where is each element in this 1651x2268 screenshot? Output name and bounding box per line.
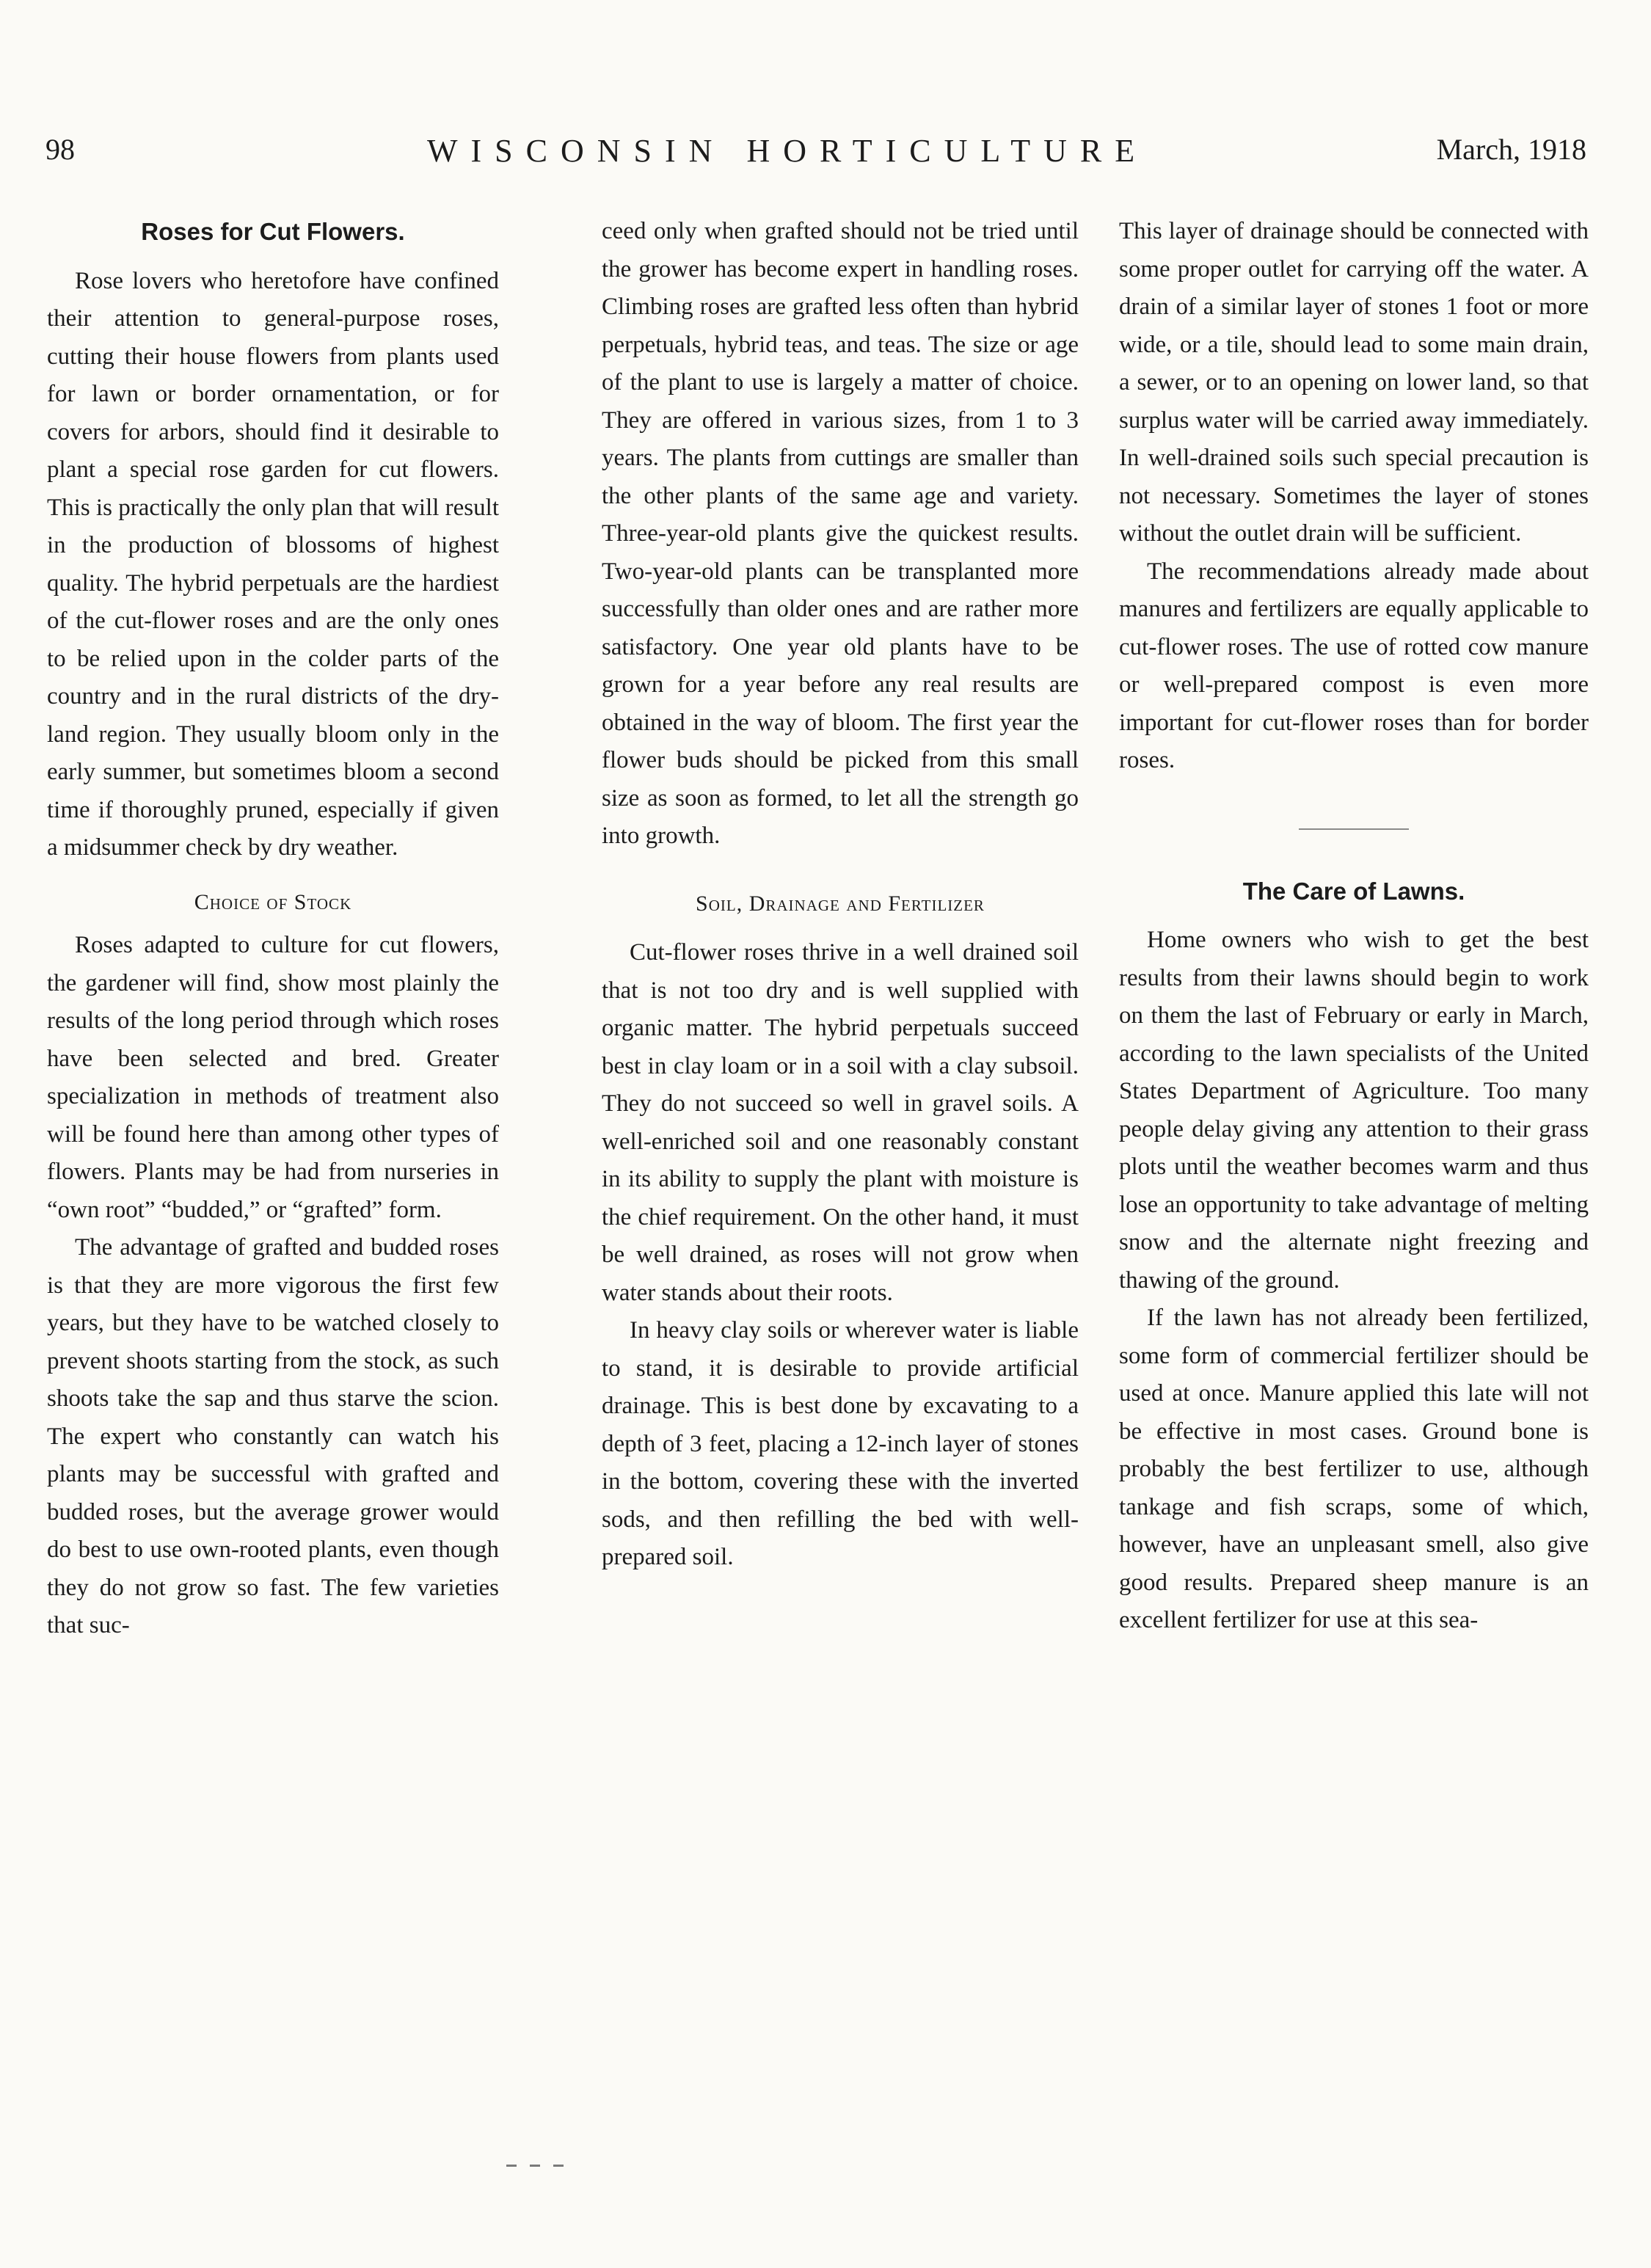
article-title-lawns: The Care of Lawns.: [1242, 877, 1465, 905]
lawns-paragraph-1: Home owners who wish to get the best results from their lawns should begin to work on them the last of February or early in March, according to the lawn specialists of the United States Department of Agriculture. Too many people delay giving any attention to their grass plots until the weather becomes warm and thus lose an opportunity to take advantage of melting snow and the alternate night freezing and thawing of the ground.: [1119, 927, 1589, 1294]
section-divider: [1299, 828, 1409, 830]
stock-paragraph-1: Roses adapted to culture for cut flowers, the gardener will find, show most plainly the results of the long period through which roses have been selected and bred. Greater specialization in methods of treatment also will be found here than among other types of flowers. Plants may be had from nurseries in “own root” “budded,” or “grafted” form.: [47, 932, 499, 1223]
soil-paragraph-1: Cut-flower roses thrive in a well drained soil that is not too dry and is well supplied with organic matter. The hybrid perpetuals succeed best in clay loam or in a soil with a clay subsoil. They do not succeed so well in gravel soils. A well-enriched soil and one reasonably constant in its ability to supply the plant with moisture is the chief requirement. On the other hand, it must be well drained, as roses will not grow when water stands about their roots.: [602, 939, 1079, 1306]
subheading-choice-of-stock: Choice of Stock: [194, 889, 352, 914]
article-title-roses: Roses for Cut Flowers.: [141, 218, 405, 245]
column-3: [1119, 213, 1589, 1640]
page-number: 98: [45, 133, 75, 166]
subheading-soil-drainage: Soil, Drainage and Fertilizer: [696, 891, 985, 916]
column-2: [602, 213, 1079, 1577]
column-1: [47, 213, 499, 1645]
issue-date: March, 1918: [1436, 133, 1586, 166]
roses-intro-paragraph: Rose lovers who heretofore have confined their attention to general-purpose roses, cutting their house flowers from plants used for lawn or border ornamentation, or for covers for arbors, should find it desirable to plant a special rose garden for cut flowers. This is practically the only plan that will result in the production of blossoms of highest quality. The hybrid perpetuals are the hardiest of the cut-flower roses and are the only ones to be relied upon in the colder parts of the country and in the rural districts of the dry-land region. They usually bloom only in the early summer, but sometimes bloom a second time if thoroughly pruned, especially if given a midsummer check by dry weather.: [47, 267, 499, 861]
lawns-paragraph-2: If the lawn has not already been fertilized, some form of commercial fertilizer should be used at once. Manure applied this late will not be effective in most cases. Ground bone is probably the best fertilizer to use, although tankage and fish scraps, some of which, however, have an unpleasant smell, also give good results. Prepared sheep manure is an excellent fertilizer for use at this sea-: [1119, 1305, 1589, 1633]
soil-paragraph-3: The recommendations already made about manures and fertilizers are equally applicable to cut-flower roses. The use of rotted cow manure or well-prepared compost is even more important for cut-flower roses than for border roses.: [1119, 558, 1589, 773]
journal-title: WISCONSIN HORTICULTURE: [427, 133, 1148, 169]
soil-paragraph-2-continued: This layer of drainage should be connected with some proper outlet for carrying off the water. A drain of a similar layer of stones 1 foot or more wide, or a tile, should lead to some main drain, a sewer, or to an opening on lower land, so that surplus water will be carried away immediately. In well-drained soils such special precaution is not necessary. Sometimes the layer of stones without the outlet drain will be sufficient.: [1119, 218, 1589, 547]
page-header: [45, 132, 1586, 179]
print-specks: [506, 2157, 587, 2162]
stock-paragraph-2-continued: ceed only when grafted should not be tried until the grower has become expert in handling roses. Climbing roses are grafted less often than hybrid perpetuals, hybrid teas, and teas. The size or age of the plant to use is largely a matter of choice. They are offered in various sizes, from 1 to 3 years. The plants from cuttings are smaller than the other plants of the same age and variety. Three-year-old plants give the quickest results. Two-year-old plants can be transplanted more successfully than older ones and are rather more satisfactory. One year old plants have to be grown for a year before any real results are obtained in the way of bloom. The first year the flower buds should be picked from this small size as soon as formed, to let all the strength go into growth.: [602, 218, 1079, 849]
stock-paragraph-2-start: The advantage of grafted and budded roses is that they are more vigorous the first few years, but they have to be watched closely to prevent shoots starting from the stock, as such shoots take the sap and thus starve the scion. The expert who constantly can watch his plants may be successful with grafted and budded roses, but the average grower would do best to use own-rooted plants, even though they do not grow so fast. The few varieties that suc-: [47, 1234, 499, 1638]
soil-paragraph-2-start: In heavy clay soils or wherever water is liable to stand, it is desirable to provide artificial drainage. This is best done by excavating to a depth of 3 feet, placing a 12-inch layer of stones in the bottom, covering these with the inverted sods, and then refilling the bed with well-prepared soil.: [602, 1317, 1079, 1570]
